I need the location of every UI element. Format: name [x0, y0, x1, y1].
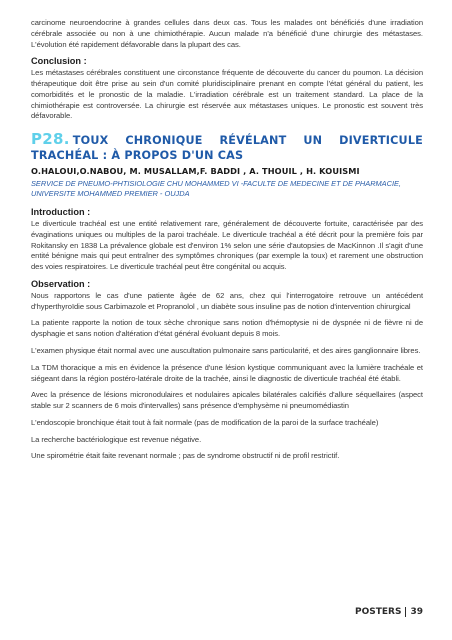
page-number: 39	[410, 607, 423, 617]
observation-paragraph: La patiente rapporte la notion de toux sèche chronique sans notion d'hémoptysie ni de dyspnée ni de fièvre ni de dysphagie et sans notion d'altération d'état général évoluant depuis 8 mois.	[31, 318, 423, 339]
abstract-title	[31, 130, 423, 163]
introduction-heading: Introduction :	[31, 206, 91, 217]
section-label: POSTERS	[355, 607, 402, 617]
introduction-paragraph: Le diverticule trachéal est une entité relativement rare, généralement de découverte fortuite, caractérisée par des évaginations uniques ou multiples de la paroi trachéale. Le diverticule trachéal a été décrit pour la première fois par Rokitansky en 1838 La prévalence globale est d'environ 1% selon une série d'autopsies de MacKinnon .Il s'agit d'une entité bénigne mais qui peut entraîner des symptômes chroniques (par exemple la toux) et rarement une obstruction des voies respiratoires. Le diverticule trachéal peut être congénital ou acquis.	[31, 218, 423, 272]
conclusion-paragraph: Les métastases cérébrales constituent une circonstance fréquente de découverte du cancer du poumon. La décision thérapeutique doit être prise au sein d'un comité pluridisciplinaire prenant en compte l'état général du patient, les comorbidités et le pronostic de la maladie. L'irradiation cérébrale est un traitement standard. La place de la chimiothérapie est controversée. La chirurgie est réservée aux métastases uniques. Le pronostic est souvent très défavorable.	[31, 68, 423, 121]
page-content	[31, 18, 423, 468]
observation-paragraph: Nous rapportons le cas d'une patiente âgée de 62 ans, chez qui l'interrogatoire retrouve un antécédent d'hyperthyroïdie sous Carbimazole et Propranolol , un diabète sous insuline pas de notion d'intervention chirurgical	[31, 290, 423, 311]
observation-paragraph: Avec la présence de lésions micronodulaires et nodulaires apicales bilatérales calcifiés d'allure séquellaires (aspect stable sur 2 scanners de 6 mois d'intervalles) sans présence d'emphysème ni pneumomédiastin	[31, 390, 423, 411]
abstract-title-text: TOUX CHRONIQUE RÉVÉLANT UN DIVERTICULE TRACHÉAL : À PROPOS D'UN CAS	[31, 134, 423, 162]
previous-abstract-paragraph: carcinome neuroendocrine à grandes cellules dans deux cas. Tous les malades ont bénéficiés d'une irradiation cérébrale associée ou non à une chimiothérapie. Aucun malade n'a bénéficié d'une chirurgie des métastases. L'évolution été rapidement défavorable dans la plupart des cas.	[31, 18, 423, 49]
observation-paragraph: L'endoscopie bronchique était tout à fait normale (pas de modification de la paroi de la surface trachéale)	[31, 417, 379, 427]
observation-heading: Observation :	[31, 278, 91, 289]
observation-paragraph: La TDM thoracique a mis en évidence la présence d'une lésion kystique communiquant avec la lumière trachéale et siégeant dans la région postéro-latérale droite de la trachée, ainsi le diagnostic de diverticule trachéal été établi.	[31, 362, 423, 383]
observation-paragraph: L'examen physique était normal avec une auscultation pulmonaire sans particularité, et des aires ganglionnaire libres.	[31, 346, 421, 355]
abstract-header	[31, 130, 423, 199]
conclusion-heading: Conclusion :	[31, 56, 87, 67]
affiliation: SERVICE DE PNEUMO-PHTISIOLOGIE CHU MOHAMMED VI -FACULTE DE MEDECINE ET DE PHARMACIE, UNIVERSITE MOHAMMED PREMIER - OUJDA	[31, 179, 401, 198]
page-footer	[355, 607, 423, 617]
observation-paragraph: La recherche bactériologique est revenue négative.	[31, 434, 202, 444]
observation-paragraph: Une spirométrie était faite revenant normale ; pas de syndrome obstructif ni de profil restrictif.	[31, 451, 340, 461]
authors: O.HALOUI,O.NABOU, M. MUSALLAM,F. BADDI , A. THOUIL , H. KOUISMI	[31, 166, 360, 176]
footer-divider	[405, 607, 406, 617]
abstract-number: P28.	[31, 130, 70, 149]
